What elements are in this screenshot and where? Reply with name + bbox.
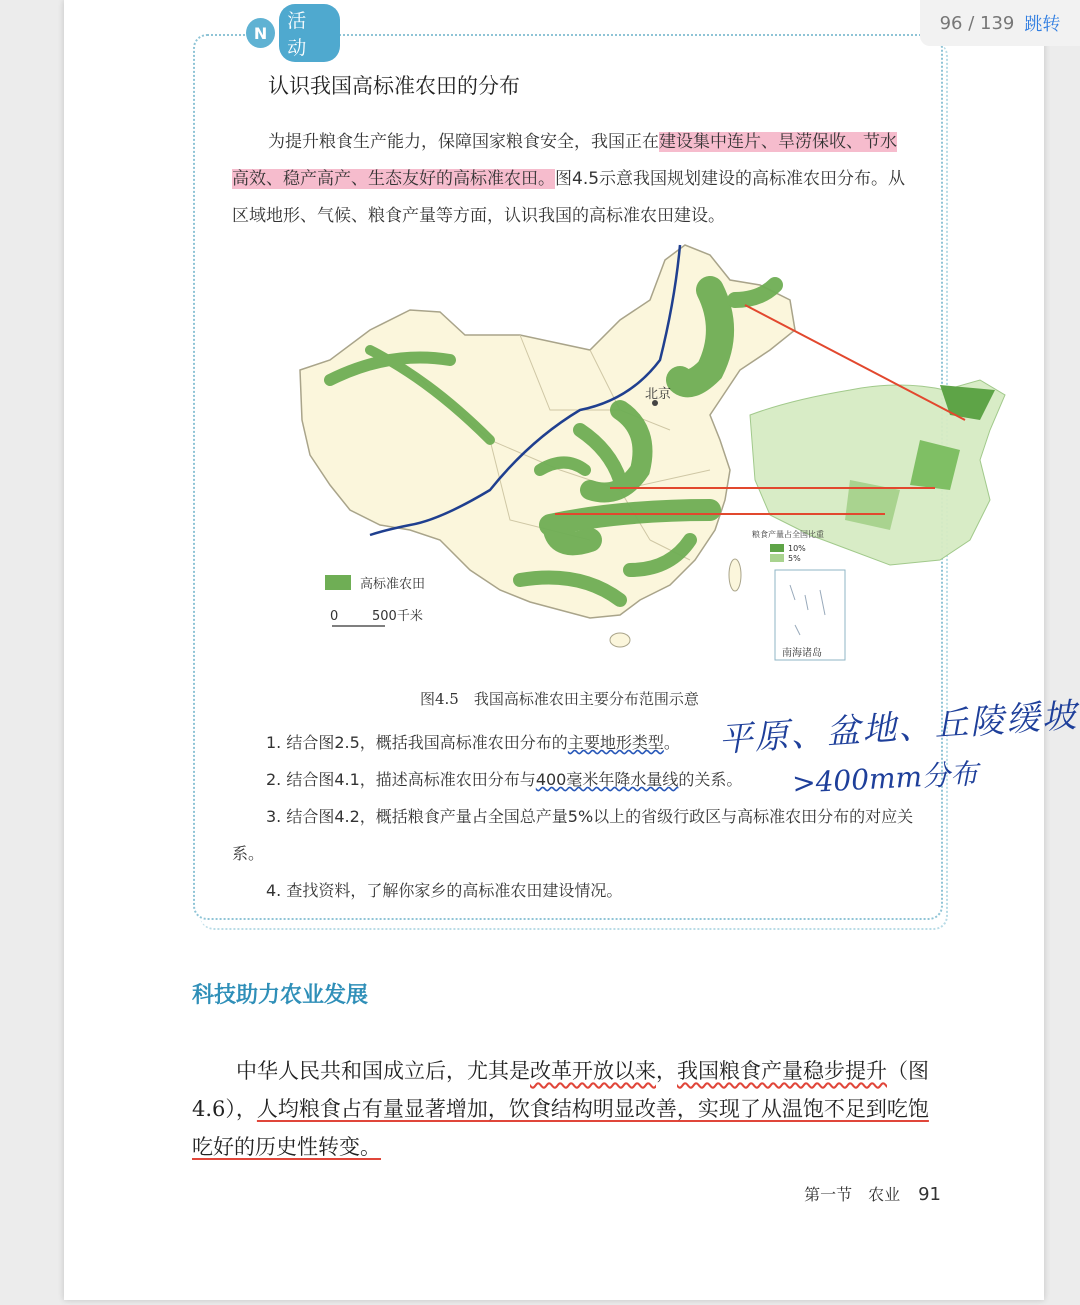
body-underline-reform: 改革开放以来 xyxy=(530,1059,656,1083)
question-1-marked: 主要地形类型 xyxy=(567,733,664,752)
question-2-text: 2. 结合图4.1，描述高标准农田分布与 xyxy=(266,770,536,789)
body-figure-ref: （图4.6）， xyxy=(192,1059,929,1121)
handwritten-note-rainfall: >400mm分布 xyxy=(791,757,979,800)
section-title: 科技助力农业发展 xyxy=(192,982,369,1008)
question-4: 4. 查找资料，了解你家乡的高标准农田建设情况。 xyxy=(266,881,623,900)
beijing-label: 北京 xyxy=(645,387,672,402)
body-text-comma: ， xyxy=(656,1059,677,1083)
activity-paragraph xyxy=(232,124,912,235)
farmland-map xyxy=(290,240,1020,670)
question-2-end: 的关系。 xyxy=(678,770,743,789)
map-svg xyxy=(290,240,1020,670)
page-indicator: 96 / 139 xyxy=(939,12,1015,34)
scale-label: 500千米 xyxy=(372,609,423,624)
question-2-marked: 400毫米年降水量线 xyxy=(535,770,679,789)
page-footer xyxy=(804,1182,941,1205)
para-highlight: 建设集中连片、旱涝保收、节水高效、稳产高产、生态友好的高标准农田。 xyxy=(232,132,897,189)
question-1-text: 1. 结合图2.5，概括我国高标准农田分布的 xyxy=(266,733,568,752)
farmland-sichuan xyxy=(555,530,590,543)
page-number: 91 xyxy=(918,1184,941,1205)
activity-icon: N xyxy=(246,18,275,48)
overlay-legend-swatch-1 xyxy=(770,544,784,552)
activity-badge xyxy=(246,10,340,59)
body-text-start: 中华人民共和国成立后，尤其是 xyxy=(236,1059,530,1083)
overlay-legend-item-1: 10% xyxy=(788,544,806,553)
para-text-2: 图4.5示意我国规划建设的高标准农田分布。从区域地形、气候、粮食产量等方面，认识我国的高标准农田建设。 xyxy=(232,169,906,226)
inset-box xyxy=(775,570,845,660)
body-underline-output: 我国粮食产量稳步提升 xyxy=(677,1059,887,1083)
taiwan-island xyxy=(729,559,741,591)
jump-button[interactable]: 跳转 xyxy=(1024,14,1061,35)
legend-swatch xyxy=(325,575,351,590)
hainan-island xyxy=(610,633,630,647)
overlay-legend-title: 粮食产量占全国比重 xyxy=(752,530,824,539)
figure-caption: 图4.5 我国高标准农田主要分布范围示意 xyxy=(420,690,699,708)
body-paragraph xyxy=(192,1052,944,1166)
question-1-end: 。 xyxy=(663,733,680,752)
activity-label: 活动 xyxy=(279,4,340,62)
body-underline-result: 人均粮食占有量显著增加，饮食结构明显改善，实现了从温饱不足到吃饱吃好的历史性转变。 xyxy=(192,1097,929,1159)
overlay-legend-swatch-2 xyxy=(770,554,784,562)
inset-label: 南海诸岛 xyxy=(782,648,822,659)
scale-zero: 0 xyxy=(330,609,339,624)
handwritten-note-terrain: 平原、盆地、丘陵缓坡 xyxy=(717,695,1080,761)
legend-label: 高标准农田 xyxy=(360,577,426,592)
footer-section: 第一节 农业 xyxy=(804,1185,901,1204)
activity-title: 认识我国高标准农田的分布 xyxy=(268,74,520,98)
para-text-1: 为提升粮食生产能力，保障国家粮食安全，我国正在 xyxy=(268,132,659,152)
page-navigator xyxy=(920,0,1080,46)
overlay-legend-item-2: 5% xyxy=(788,554,801,563)
question-3: 3. 结合图4.2，概括粮食产量占全国总产量5%以上的省级行政区与高标准农田分布的对应关系。 xyxy=(232,807,914,863)
